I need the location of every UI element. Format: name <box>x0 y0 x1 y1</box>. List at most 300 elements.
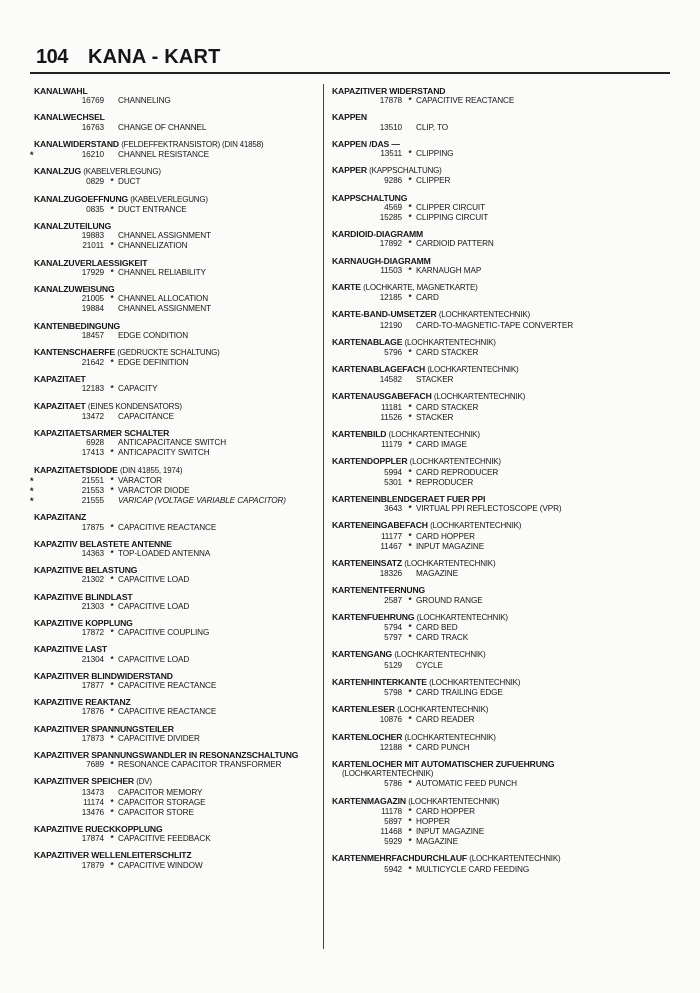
entry-headword <box>34 284 324 294</box>
headword-note: (KABELVERLEGUNG) <box>130 194 208 204</box>
dictionary-entry <box>34 512 324 532</box>
term-number: 5929 <box>384 837 402 847</box>
english-term: EDGE CONDITION <box>118 330 189 340</box>
english-term: CHANNEL ASSIGNMENT <box>118 231 211 241</box>
headword-text: KANALZUWEISUNG <box>34 283 115 294</box>
term-number: 11177 <box>380 531 402 541</box>
dictionary-entry <box>34 194 324 215</box>
preferred-marker: * <box>408 837 412 847</box>
term-number: 13472 <box>81 411 104 421</box>
english-term: CARD HOPPER <box>416 806 475 816</box>
translation-row <box>34 241 324 251</box>
term-number: 2587 <box>384 595 402 605</box>
english-term: CAPACITOR STORAGE <box>118 797 206 807</box>
term-number: 21642 <box>81 358 104 368</box>
entry-headword <box>332 759 677 769</box>
entry-headword <box>332 112 677 122</box>
term-number: 5794 <box>384 622 402 632</box>
english-term: STACKER <box>416 412 454 422</box>
translation-row <box>332 123 677 133</box>
preferred-marker: * <box>110 834 114 844</box>
dictionary-entry <box>34 671 324 691</box>
entry-headword <box>332 732 677 743</box>
preferred-marker: * <box>408 864 412 874</box>
translation-row <box>332 403 677 413</box>
dictionary-entry <box>34 644 324 664</box>
headword-note: (LOCHKARTENTECHNIK) <box>438 310 531 320</box>
headword-text: KAPAZITIVE RUECKKOPPLUNG <box>34 824 163 835</box>
term-number: 21303 <box>81 601 104 611</box>
translation-row <box>34 205 324 215</box>
headword-text: KANTENSCHAERFE <box>34 346 115 357</box>
english-term: CARD IMAGE <box>416 440 467 450</box>
translation-row <box>34 294 324 304</box>
standard-marker: * <box>30 496 34 507</box>
entry-headword <box>332 456 677 467</box>
dictionary-entry <box>30 464 324 507</box>
entry-headword <box>332 86 677 96</box>
english-term: VIRTUAL PPI REFLECTOSCOPE (VPR) <box>416 504 562 514</box>
dictionary-entry <box>332 337 677 358</box>
entry-headword <box>34 512 324 522</box>
english-term: CHANNELIZATION <box>118 241 188 251</box>
term-number: 4569 <box>384 202 402 212</box>
preferred-marker: * <box>110 654 114 664</box>
preferred-marker: * <box>408 440 412 450</box>
dictionary-entry <box>34 592 324 612</box>
translation-row <box>332 440 677 450</box>
headword-note: (LOCHKARTE, MAGNETKARTE) <box>363 282 478 292</box>
headword-text: KANALZUGOEFFNUNG <box>34 193 129 204</box>
term-number: 5786 <box>384 779 402 789</box>
term-number: 7689 <box>86 760 104 770</box>
preferred-marker: * <box>110 575 114 585</box>
entry-headword <box>332 337 677 348</box>
translation-row <box>332 743 677 753</box>
preferred-marker: * <box>408 687 412 697</box>
term-number: 6928 <box>86 438 104 448</box>
translation-row <box>34 707 324 717</box>
english-term: CHANNEL ASSIGNMENT <box>118 304 211 314</box>
translation-row <box>332 827 677 837</box>
preferred-marker: * <box>110 601 114 611</box>
headword-text: KAPPEN <box>332 112 367 123</box>
preferred-marker: * <box>408 467 412 477</box>
headword-text: KAPAZITAET <box>34 374 86 385</box>
translation-row <box>34 268 324 278</box>
preferred-marker: * <box>110 358 114 368</box>
term-number: 17873 <box>81 733 104 743</box>
entry-headword <box>332 612 677 623</box>
english-term: CARD BED <box>416 622 458 632</box>
preferred-marker: * <box>408 806 412 816</box>
english-term: EDGE DEFINITION <box>118 358 189 368</box>
preferred-marker: * <box>408 293 412 303</box>
term-number: 17878 <box>379 96 402 106</box>
term-number: 17877 <box>81 680 104 690</box>
translation-row <box>30 149 324 160</box>
dictionary-entry <box>34 321 324 341</box>
translation-row <box>34 575 324 585</box>
dictionary-entry <box>332 494 677 514</box>
preferred-marker: * <box>110 760 114 770</box>
headword-note: (LOCHKARTENTECHNIK) <box>404 732 496 742</box>
entry-headword <box>332 853 677 864</box>
entry-headword <box>34 321 324 331</box>
translation-row <box>34 438 324 448</box>
translation-row <box>34 177 324 187</box>
headword-note: (LOCHKARTENTECHNIK) <box>469 854 561 864</box>
dictionary-entry <box>332 732 677 753</box>
english-term: HOPPER <box>416 816 450 826</box>
translation-row <box>332 807 677 817</box>
entry-headword <box>34 428 324 438</box>
dictionary-entry <box>332 649 677 670</box>
entry-headword <box>332 364 677 375</box>
translation-row <box>332 239 677 249</box>
headword-text: KAPAZITIV BELASTETE ANTENNE <box>34 538 172 549</box>
headword-text: KAPAZITIVE BLINDLAST <box>34 591 133 602</box>
translation-row <box>332 779 677 789</box>
english-term: CHANNEL RESISTANCE <box>118 149 210 159</box>
dictionary-entry <box>34 697 324 717</box>
term-number: 12183 <box>81 384 104 394</box>
term-number: 21304 <box>81 654 104 664</box>
headword-note: (LOCHKARTENTECHNIK) <box>416 612 508 622</box>
entry-headword <box>34 824 324 834</box>
english-term: CAPACITY <box>118 384 158 394</box>
term-number: 17892 <box>379 239 402 249</box>
term-number: 5129 <box>384 660 402 670</box>
headword-text: KARTE-BAND-UMSETZER <box>332 309 437 320</box>
headword-text: KAPAZITAETSDIODE <box>34 464 118 475</box>
headword-text: KANALWIDERSTAND <box>34 138 119 149</box>
headword-note: (LOCHKARTENTECHNIK) <box>408 796 500 806</box>
headword-text: KAPAZITIVE REAKTANZ <box>34 697 131 708</box>
preferred-marker: * <box>408 742 412 752</box>
preferred-marker: * <box>110 807 114 817</box>
translation-row <box>332 504 677 514</box>
english-term: CAPACITIVE REACTANCE <box>416 96 515 106</box>
entry-headword <box>34 401 324 412</box>
entry-headword <box>332 585 677 595</box>
entry-headword <box>332 704 677 715</box>
translation-row <box>332 176 677 186</box>
headword-text: KARTE <box>332 281 361 292</box>
english-term: VARACTOR <box>118 475 162 485</box>
translation-row <box>34 628 324 638</box>
english-term: KARNAUGH MAP <box>416 265 482 275</box>
translation-row <box>332 542 677 552</box>
headword-text: KAPAZITIVER SPANNUNGSWANDLER IN RESONANZSCHALTUNG <box>34 749 299 760</box>
translation-row <box>34 655 324 665</box>
translation-row <box>34 331 324 341</box>
headword-subnote: (LOCHKARTENTECHNIK) <box>342 769 434 779</box>
dictionary-entry <box>332 558 677 579</box>
entry-headword <box>332 520 677 531</box>
headword-note: (LOCHKARTENTECHNIK) <box>433 392 526 402</box>
translation-row <box>34 834 324 844</box>
translation-row <box>34 760 324 770</box>
translation-row <box>332 321 677 331</box>
translation-row <box>34 304 324 314</box>
headword-text: KARNAUGH-DIAGRAMM <box>332 255 431 266</box>
english-term: CAPACITOR MEMORY <box>118 787 203 797</box>
english-term: CYCLE <box>416 660 443 670</box>
headword-note: (LOCHKARTENTECHNIK) <box>409 457 501 467</box>
english-term: CHANNEL RELIABILITY <box>118 267 206 277</box>
english-term: CHANNELING <box>118 96 171 106</box>
preferred-marker: * <box>110 680 114 690</box>
standard-marker: * <box>30 486 34 497</box>
preferred-marker: * <box>110 707 114 717</box>
dictionary-entry <box>332 796 677 848</box>
headword-text: KARTENLOCHER MIT AUTOMATISCHER ZUFUEHRUNG <box>332 758 555 769</box>
term-number: 11467 <box>380 541 402 551</box>
dictionary-entry <box>34 565 324 585</box>
term-number: 21011 <box>82 241 104 251</box>
english-term: GROUND RANGE <box>416 595 483 605</box>
translation-row <box>332 569 677 579</box>
english-term: CARD STACKER <box>416 347 479 357</box>
right-column <box>332 86 677 875</box>
dictionary-entry <box>332 86 677 106</box>
translation-row <box>332 413 677 423</box>
preferred-marker: * <box>408 202 412 212</box>
term-number: 0835 <box>86 204 104 214</box>
english-term: CARD TRAILING EDGE <box>416 687 503 697</box>
headword-text: KAPPEN /DAS — <box>332 138 400 149</box>
headword-text: KARTENMEHRFACHDURCHLAUF <box>332 853 467 864</box>
dictionary-entry <box>332 309 677 330</box>
term-number: 17874 <box>81 834 104 844</box>
term-number: 5942 <box>384 864 402 874</box>
translation-row <box>332 375 677 385</box>
english-term: VARICAP (VOLTAGE VARIABLE CAPACITOR) <box>118 496 286 506</box>
translation-row <box>34 798 324 808</box>
headword-text: KARTENGANG <box>332 649 393 660</box>
entry-headword <box>332 677 677 688</box>
dictionary-entry <box>332 853 677 874</box>
english-term: DUCT <box>118 177 141 187</box>
translation-row <box>34 681 324 691</box>
english-term: CLIPPING <box>416 148 454 158</box>
english-term: REPRODUCER <box>416 477 474 487</box>
translation-row <box>34 448 324 458</box>
preferred-marker: * <box>110 522 114 532</box>
dictionary-entry <box>332 229 677 249</box>
term-number: 11178 <box>380 806 402 816</box>
standard-marker: * <box>30 149 34 160</box>
term-number: 13476 <box>81 807 104 817</box>
entry-headword <box>34 465 324 476</box>
term-number: 21555 <box>81 496 104 506</box>
english-term: CLIPPER <box>416 176 451 186</box>
entry-headword <box>332 139 677 149</box>
dictionary-entry <box>34 284 324 315</box>
headword-text: KARTENFUEHRUNG <box>332 611 415 622</box>
preferred-marker: * <box>408 595 412 605</box>
dictionary-entry <box>332 112 677 132</box>
headword-text: KANALZUTEILUNG <box>34 220 112 231</box>
dictionary-entry <box>332 759 677 790</box>
term-number: 19884 <box>81 304 104 314</box>
headword-text: KARTENMAGAZIN <box>332 795 406 806</box>
entry-headword <box>34 671 324 681</box>
translation-row <box>34 602 324 612</box>
term-number: 5994 <box>384 467 402 477</box>
translation-row <box>332 837 677 847</box>
entry-headword <box>332 309 677 320</box>
headword-note: (LOCHKARTENTECHNIK) <box>404 337 496 347</box>
translation-row <box>332 596 677 606</box>
headword-note: (FELDEFFEKTRANSISTOR) (DIN 41858) <box>121 139 264 149</box>
english-term: MAGAZINE <box>416 837 458 847</box>
term-number: 12185 <box>379 293 402 303</box>
term-number: 13511 <box>380 148 402 158</box>
translation-row <box>332 633 677 643</box>
entry-headword <box>34 850 324 860</box>
english-term: STACKER <box>416 375 454 385</box>
dictionary-entry <box>34 374 324 394</box>
term-number: 16769 <box>81 96 104 106</box>
preferred-marker: * <box>408 504 412 514</box>
entry-headword <box>34 644 324 654</box>
dictionary-entry <box>34 221 324 252</box>
translation-row <box>34 384 324 394</box>
headword-text: KARTENDOPPLER <box>332 456 408 467</box>
term-number: 19883 <box>81 231 104 241</box>
entry-headword <box>332 256 677 266</box>
english-term: CAPACITOR STORE <box>118 807 194 817</box>
headword-text: KARTENEINSATZ <box>332 558 402 568</box>
term-number: 17929 <box>81 267 104 277</box>
dictionary-entry <box>332 429 677 450</box>
standard-marker: * <box>30 475 34 486</box>
entry-headword <box>34 221 324 231</box>
term-number: 11468 <box>380 827 402 837</box>
translation-row <box>332 532 677 542</box>
dictionary-entry <box>332 391 677 423</box>
headword-text: KAPAZITANZ <box>34 512 87 523</box>
headword-text: KAPAZITIVE BELASTUNG <box>34 565 138 576</box>
english-term: CARDIOID PATTERN <box>416 239 494 249</box>
term-number: 18457 <box>81 330 104 340</box>
entry-headword <box>332 494 677 504</box>
entry-headword <box>34 697 324 707</box>
entry-headword <box>332 193 677 203</box>
term-number: 5798 <box>384 687 402 697</box>
preferred-marker: * <box>110 267 114 277</box>
term-number: 21551 <box>81 475 104 485</box>
preferred-marker: * <box>408 176 412 186</box>
headword-text: KANALZUG <box>34 166 82 177</box>
translation-row <box>34 523 324 533</box>
preferred-marker: * <box>110 177 114 187</box>
preferred-marker: * <box>408 541 412 551</box>
dictionary-entry <box>332 456 677 488</box>
headword-text: KAPAZITIVE KOPPLUNG <box>34 617 133 628</box>
english-term: INPUT MAGAZINE <box>416 541 485 551</box>
dictionary-entry <box>34 539 324 559</box>
headword-text: KAPAZITIVER SPEICHER <box>34 776 134 787</box>
english-term: CAPACITIVE REACTANCE <box>118 707 217 717</box>
term-number: 13510 <box>379 122 402 132</box>
entry-headword <box>34 86 324 96</box>
term-number: 5797 <box>384 633 402 643</box>
dictionary-entry <box>34 824 324 844</box>
english-term: MULTICYCLE CARD FEEDING <box>416 864 530 874</box>
dictionary-entry <box>34 258 324 278</box>
headword-note: (LOCHKARTENTECHNIK) <box>404 559 496 568</box>
preferred-marker: * <box>110 860 114 870</box>
term-number: 21005 <box>81 294 104 304</box>
translation-row <box>30 486 324 497</box>
dictionary-entry <box>34 618 324 638</box>
dictionary-entry <box>332 677 677 698</box>
term-number: 11181 <box>380 402 402 412</box>
translation-row <box>34 412 324 422</box>
headword-note: (DIN 41855, 1974) <box>119 465 183 475</box>
headword-text: KAPPSCHALTUNG <box>332 192 408 203</box>
term-number: 17875 <box>81 522 104 532</box>
translation-row <box>332 293 677 303</box>
translation-row <box>332 149 677 159</box>
headword-text: KAPAZITIVER SPANNUNGSTEILER <box>34 723 174 734</box>
translation-row <box>34 808 324 818</box>
translation-row <box>34 861 324 871</box>
dictionary-entry <box>332 256 677 276</box>
english-term: CAPACITIVE FEEDBACK <box>118 834 211 844</box>
translation-row <box>34 123 324 133</box>
translation-row <box>332 96 677 106</box>
english-term: DUCT ENTRANCE <box>118 204 187 214</box>
preferred-marker: * <box>110 475 114 485</box>
entry-headword <box>34 258 324 268</box>
english-term: CHANGE OF CHANNEL <box>118 122 207 132</box>
preferred-marker: * <box>408 477 412 487</box>
term-number: 17413 <box>81 448 104 458</box>
entry-headword <box>34 112 324 122</box>
headword-note: (LOCHKARTENTECHNIK) <box>388 430 480 440</box>
preferred-marker: * <box>408 239 412 249</box>
preferred-marker: * <box>110 294 114 304</box>
entry-headword <box>34 724 324 734</box>
translation-row <box>34 96 324 106</box>
dictionary-entry <box>34 401 324 422</box>
dictionary-entry <box>332 612 677 644</box>
headword-text: KARTENLESER <box>332 704 395 715</box>
entry-headword <box>332 282 677 293</box>
preferred-marker: * <box>408 715 412 725</box>
translation-row <box>34 549 324 559</box>
headword-text: KANALWAHL <box>34 86 88 96</box>
english-term: CAPACITIVE LOAD <box>118 601 190 611</box>
english-term: CAPACITIVE LOAD <box>118 654 190 664</box>
entry-headword <box>332 796 677 807</box>
preferred-marker: * <box>408 622 412 632</box>
term-number: 21302 <box>81 575 104 585</box>
english-term: CAPACITIVE REACTANCE <box>118 522 217 532</box>
english-term: ANTICAPACITY SWITCH <box>118 448 210 458</box>
headword-note: (LOCHKARTENTECHNIK) <box>394 650 486 660</box>
translation-row <box>332 213 677 223</box>
entry-headword <box>332 391 677 402</box>
translation-row <box>332 203 677 213</box>
english-term: CARD READER <box>416 715 475 725</box>
dictionary-entry <box>34 347 324 368</box>
entry-headword <box>332 649 677 660</box>
